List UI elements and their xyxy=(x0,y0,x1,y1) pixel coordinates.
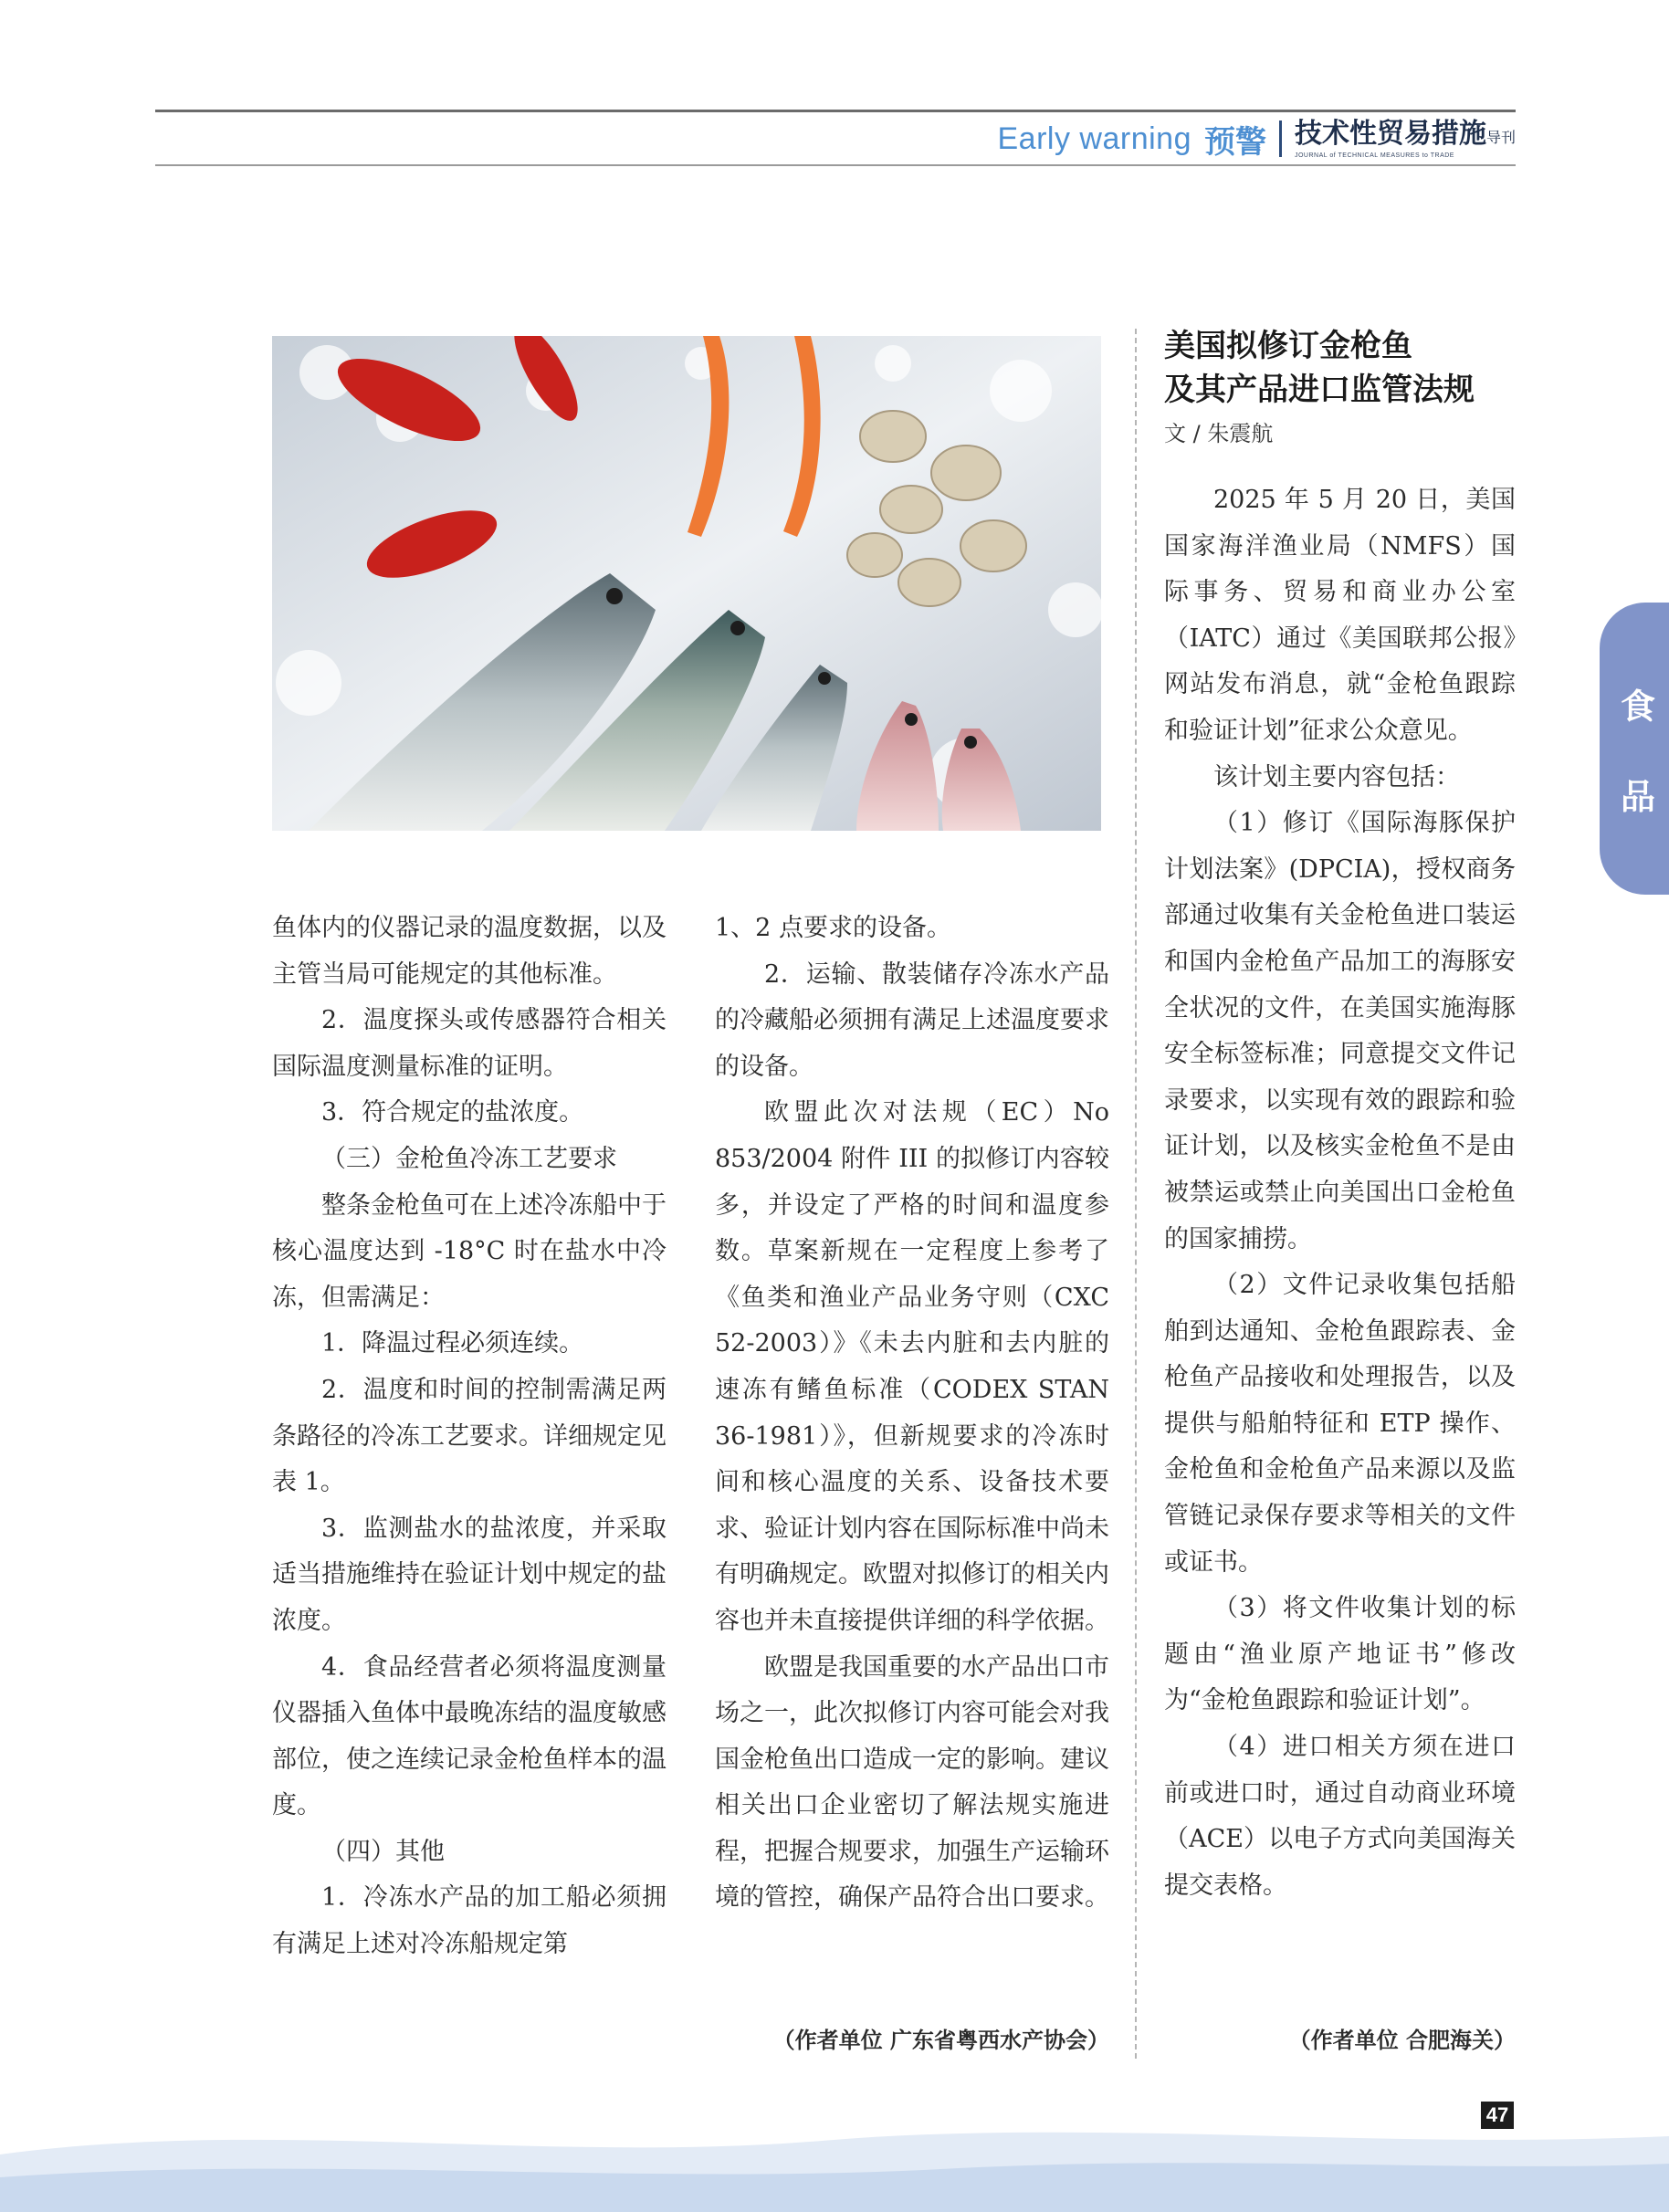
journal-logo xyxy=(1294,117,1516,159)
header-cn-label: 预警 xyxy=(1203,123,1266,161)
article-paragraph-1: 2025 年 5 月 20 日，美国国家海洋渔业局（NMFS）国际事务、贸易和商业办公室（IATC）通过《美国联邦公报》网站发布消息，就“金枪鱼跟踪和验证计划”征求公众意见。 xyxy=(1164,486,1516,745)
header-bar xyxy=(986,117,1516,161)
header-en-label: Early warning xyxy=(997,121,1191,156)
column-divider xyxy=(1135,329,1137,2059)
article-title xyxy=(1164,324,1529,412)
journal-logo-suffix: 导刊 xyxy=(1485,128,1516,146)
article-paragraph-2: 该计划主要内容包括： xyxy=(1213,762,1460,791)
col1-paragraph-2: 2．温度探头或传感器符合相关国际温度测量标准的证明。 xyxy=(272,1006,667,1081)
page-number: 47 xyxy=(1481,2102,1514,2129)
col1-subheading-4: （四）其他 xyxy=(321,1837,445,1866)
col2-paragraph-3: 欧盟此次对法规（EC）No 853/2004 附件 III 的拟修订内容较多，并设定了严格的时间和温度参数。草案新规在一定程度上参考了《鱼类和渔业产品业务守则（CXC 52-2003）》《未去内脏和去内脏的速冻有鳍鱼标准（CODEX STAN 36-1981）》，但新规要求的冷冻时间和核心温度的关系、设备技术要求、验证计划内容在国际标准中尚未有明确规定。欧盟对拟修订的相关内容也并未直接提供详细的科学依据。 xyxy=(715,1098,1109,1635)
header-rule-bottom xyxy=(155,164,1516,166)
journal-logo-main xyxy=(1294,117,1516,152)
journal-logo-title: 技术性贸易措施 xyxy=(1294,117,1486,150)
author-unit-left: （作者单位 广东省粤西水产协会） xyxy=(772,2028,1109,2053)
col1-paragraph-3: 3．符合规定的盐浓度。 xyxy=(321,1098,584,1127)
section-tab-char-1: 食 xyxy=(1620,687,1655,727)
article-title-line-1: 美国拟修订金枪鱼 xyxy=(1164,328,1412,364)
article-paragraph-6: （4）进口相关方须在进口前或进口时，通过自动商业环境（ACE）以电子方式向美国海关提交表格。 xyxy=(1164,1733,1516,1900)
article-paragraph-5: （3）将文件收集计划的标题由“渔业原产地证书”修改为“金枪鱼跟踪和验证计划”。 xyxy=(1164,1594,1516,1715)
author-unit-right: （作者单位 合肥海关） xyxy=(1288,2028,1516,2053)
article-title-line-2: 及其产品进口监管法规 xyxy=(1164,372,1475,408)
column-left xyxy=(272,906,667,1968)
header-divider xyxy=(1279,121,1282,157)
col2-paragraph-4: 欧盟是我国重要的水产品出口市场之一，此次拟修订内容可能会对我国金枪鱼出口造成一定的影响。建议相关出口企业密切了解法规实施进程，把握合规要求，加强生产运输环境的管控，确保产品符合出口要求。 xyxy=(715,1652,1109,1913)
section-tab-food xyxy=(1600,603,1669,895)
footer-wave xyxy=(0,2100,1669,2212)
col1-paragraph-9: 4．食品经营者必须将温度测量仪器插入鱼体中最晚冻结的温度敏感部位，使之连续记录金枪鱼样本的温度。 xyxy=(272,1652,667,1820)
col1-paragraph-8: 3．监测盐水的盐浓度，并采取适当措施维持在验证计划中规定的盐浓度。 xyxy=(272,1514,667,1635)
seafood-photo-illustration xyxy=(272,336,1101,831)
col1-paragraph-1: 鱼体内的仪器记录的温度数据，以及主管当局可能规定的其他标准。 xyxy=(272,914,667,989)
article-byline: 文 / 朱震航 xyxy=(1164,421,1274,446)
article-paragraph-4: （2）文件记录收集包括船舶到达通知、金枪鱼跟踪表、金枪鱼产品接收和处理报告，以及提供与船舶特征和 ETP 操作、金枪鱼和金枪鱼产品来源以及监管链记录保存要求等相关的文件或证书。 xyxy=(1164,1271,1516,1577)
col1-paragraph-7: 2．温度和时间的控制需满足两条路径的冷冻工艺要求。详细规定见表 1。 xyxy=(272,1375,667,1497)
col1-paragraph-11: 1．冷冻水产品的加工船必须拥有满足上述对冷冻船规定第 xyxy=(272,1883,667,1959)
col1-subheading-3: （三）金枪鱼冷冻工艺要求 xyxy=(321,1144,617,1173)
col2-paragraph-1: 1、2 点要求的设备。 xyxy=(715,914,951,942)
col1-paragraph-6: 1．降温过程必须连续。 xyxy=(321,1329,584,1358)
section-tab-char-2: 品 xyxy=(1620,777,1655,817)
article-paragraph-3: （1）修订《国际海豚保护计划法案》(DPCIA)，授权商务部通过收集有关金枪鱼进口装运和国内金枪鱼产品加工的海豚安全状况的文件，在美国实施海豚安全标签标准；同意提交文件记录要求，以实现有效的跟踪和验证计划，以及核实金枪鱼不是由被禁运或禁止向美国出口金枪鱼的国家捕捞。 xyxy=(1164,809,1516,1253)
column-right xyxy=(1164,477,1516,1909)
seafood-photo xyxy=(272,336,1101,831)
header-rule-top xyxy=(155,110,1516,112)
journal-logo-sub: JOURNAL of TECHNICAL MEASURES to TRADE xyxy=(1294,152,1454,159)
col1-paragraph-5: 整条金枪鱼可在上述冷冻船中于核心温度达到 -18°C 时在盐水中冷冻，但需满足： xyxy=(272,1190,667,1312)
column-middle xyxy=(715,906,1109,1922)
col2-paragraph-2: 2．运输、散装储存冷冻水产品的冷藏船必须拥有满足上述温度要求的设备。 xyxy=(715,959,1109,1081)
